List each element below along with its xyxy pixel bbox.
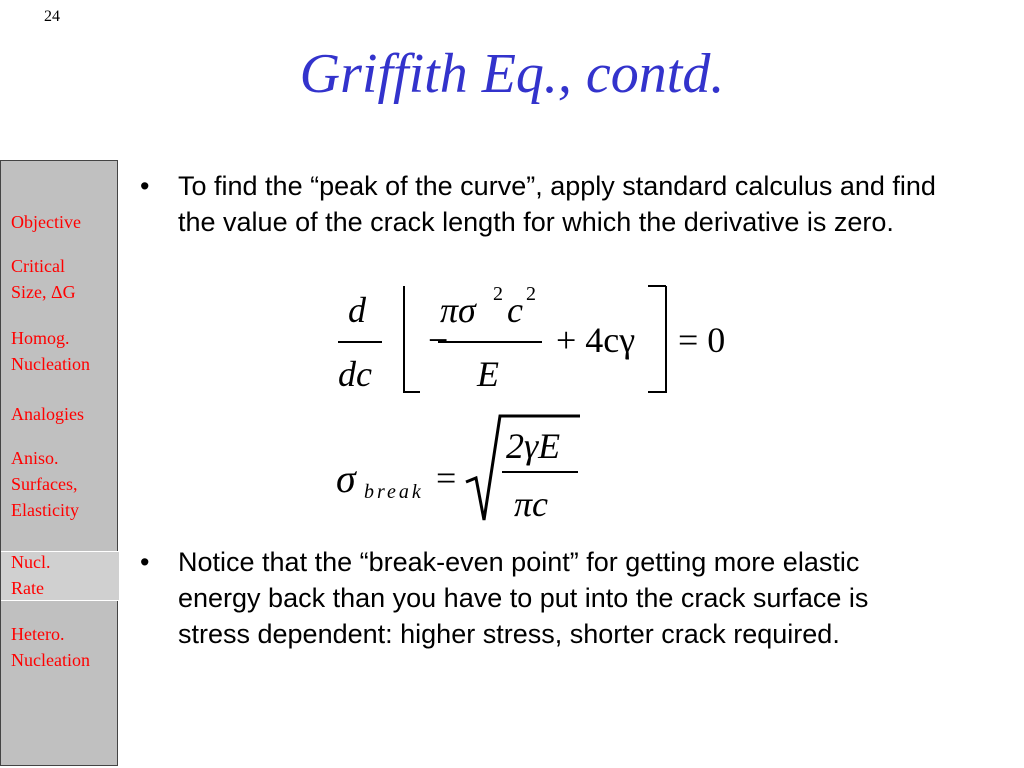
- eq-exp-c: 2: [526, 283, 536, 305]
- eq-pi-sigma: πσ: [440, 290, 476, 330]
- bullet-text: To find the “peak of the curve”, apply standard calculus and find the value of the crack length for which the derivative is zero.: [178, 171, 936, 237]
- eq-minus: −: [428, 320, 449, 360]
- bullet-break-even: [140, 544, 940, 652]
- eq-equals-zero: = 0: [678, 320, 726, 360]
- eq-exp-sigma: 2: [493, 283, 503, 305]
- eq-left-bracket: [404, 286, 420, 392]
- eq-equals: =: [436, 458, 457, 498]
- eq-sigma-subscript: break: [364, 481, 424, 503]
- bullet-marker: •: [140, 547, 150, 577]
- eq-E: E: [477, 354, 499, 394]
- derivative-equation: [330, 280, 750, 405]
- break-stress-equation: [330, 410, 610, 535]
- sidebar-item-objective[interactable]: Objective: [11, 212, 81, 232]
- eq-plus-term: + 4cγ: [556, 320, 636, 360]
- bullet-text: Notice that the “break-even point” for getting more elastic energy back than you have to put into the crack surface is stress dependent: higher stress, shorter crack required.: [178, 547, 869, 649]
- eq-sigma: σ: [336, 456, 356, 501]
- sidebar-item-hetero-nucleation[interactable]: Hetero. Nucleation: [11, 624, 90, 670]
- sidebar-item-homog-nucleation[interactable]: Homog. Nucleation: [11, 328, 90, 374]
- sidebar-item-nucl-rate[interactable]: Nucl. Rate: [11, 552, 51, 598]
- slide-title: Griffith Eq., contd.: [299, 43, 725, 105]
- sidebar-item-aniso-surfaces[interactable]: Aniso. Surfaces, Elasticity: [11, 448, 79, 520]
- eq-d: d: [348, 290, 366, 330]
- eq-numerator: 2γE: [506, 426, 561, 466]
- sidebar-item-analogies[interactable]: Analogies: [11, 404, 84, 424]
- slide-number: 24: [44, 8, 60, 25]
- eq-right-bracket: [648, 286, 666, 392]
- eq-c: c: [507, 290, 523, 330]
- bullet-marker: •: [140, 171, 150, 201]
- bullet-peak-of-curve: [140, 168, 940, 240]
- sidebar-item-critical-size[interactable]: Critical Size, ΔG: [11, 256, 76, 302]
- eq-dc: dc: [338, 354, 372, 394]
- eq-denominator: πc: [514, 484, 549, 524]
- sidebar-nav: [0, 160, 118, 766]
